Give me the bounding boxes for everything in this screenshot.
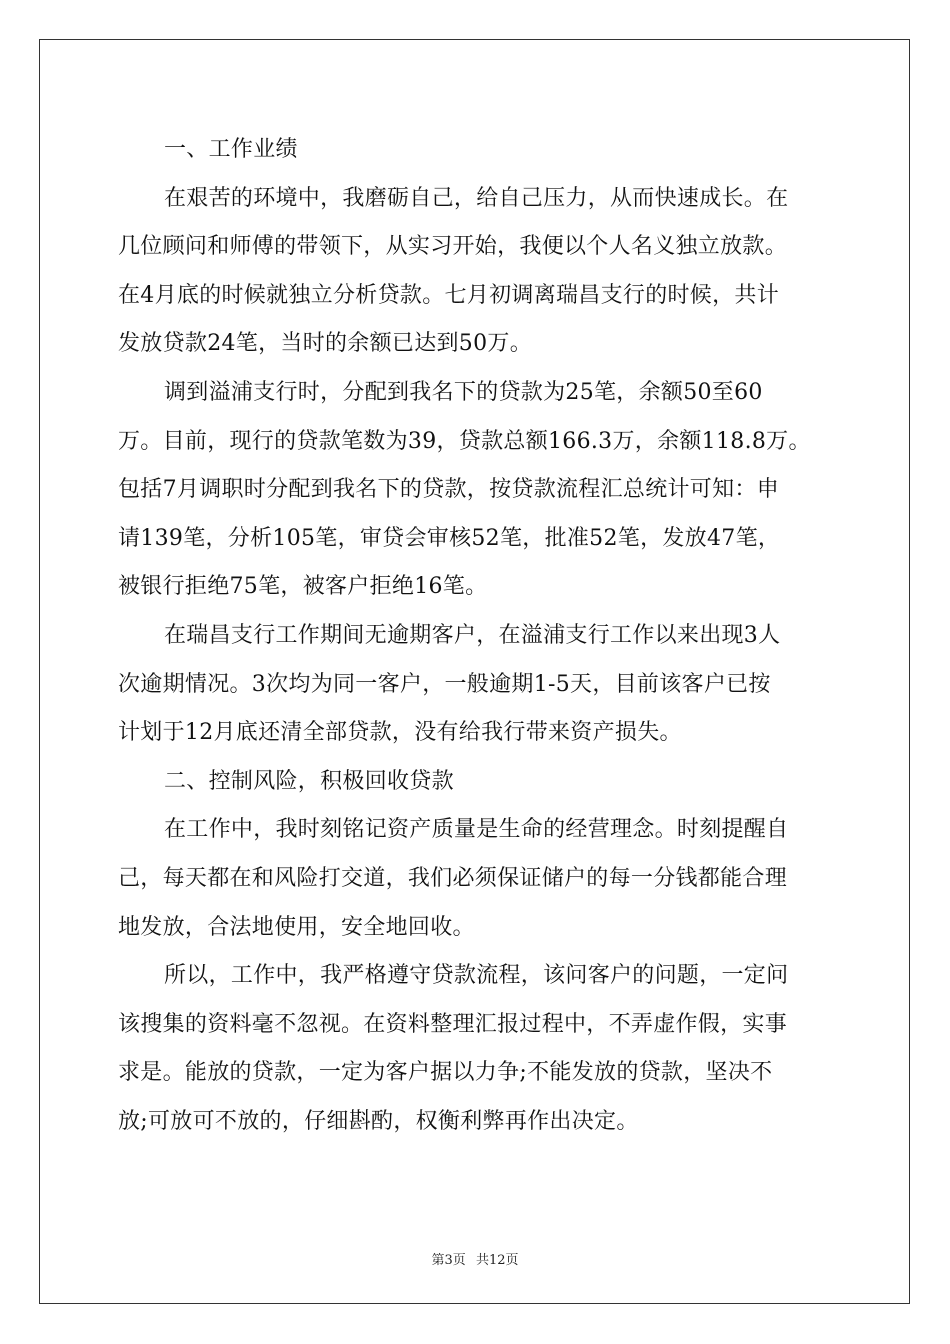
paragraph-line: 在瑞昌支行工作期间无逾期客户，在溢浦支行工作以来出现3人 <box>164 622 781 648</box>
paragraph-line: 请139笔，分析105笔，审贷会审核52笔，批准52笔，发放47笔， <box>118 525 781 551</box>
page-footer <box>0 1249 950 1268</box>
paragraph-line: 次逾期情况。3次均为同一客户，一般逾期1-5天，目前该客户已按 <box>118 671 771 697</box>
paragraph-line: 包括7月调职时分配到我名下的贷款，按贷款流程汇总统计可知：申 <box>118 477 779 503</box>
paragraph-line: 万。目前，现行的贷款笔数为39，贷款总额166.3万，余额118.8万。 <box>118 428 811 454</box>
paragraph-line: 计划于12月底还清全部贷款，没有给我行带来资产损失。 <box>118 720 682 746</box>
paragraph-line: 几位顾问和师傅的带领下，从实习开始，我便以个人名义独立放款。 <box>118 234 788 260</box>
paragraph-line: 调到溢浦支行时，分配到我名下的贷款为25笔，余额50至60 <box>164 379 763 405</box>
paragraph-line: 在艰苦的环境中，我磨砺自己，给自己压力，从而快速成长。在 <box>164 185 789 211</box>
section-heading: 二、控制风险，积极回收贷款 <box>164 768 454 794</box>
paragraph-line: 所以，工作中，我严格遵守贷款流程，该问客户的问题，一定问 <box>164 963 789 989</box>
page-total: 共12页 <box>475 1253 519 1268</box>
paragraph-line: 发放贷款24笔，当时的余额已达到50万。 <box>118 331 532 357</box>
paragraph-line: 放;可放可不放的，仔细斟酌，权衡利弊再作出决定。 <box>118 1108 639 1134</box>
section-heading: 一、工作业绩 <box>164 137 298 162</box>
paragraph-line: 己，每天都在和风险打交道，我们必须保证储户的每一分钱都能合理 <box>118 865 788 891</box>
document-body <box>118 126 836 1146</box>
paragraph-line: 在工作中，我时刻铭记资产质量是生命的经营理念。时刻提醒自 <box>164 817 789 843</box>
paragraph-line: 地发放，合法地使用，安全地回收。 <box>118 914 475 940</box>
paragraph-line: 在4月底的时候就独立分析贷款。七月初调离瑞昌支行的时候，共计 <box>118 282 779 308</box>
page-number: 第3页 <box>431 1253 466 1268</box>
paragraph-line: 该搜集的资料毫不忽视。在资料整理汇报过程中，不弄虚作假，实事 <box>118 1011 788 1037</box>
paragraph-line: 求是。能放的贷款，一定为客户据以力争;不能发放的贷款，坚决不 <box>118 1060 773 1086</box>
paragraph-line: 被银行拒绝75笔，被客户拒绝16笔。 <box>118 574 488 600</box>
